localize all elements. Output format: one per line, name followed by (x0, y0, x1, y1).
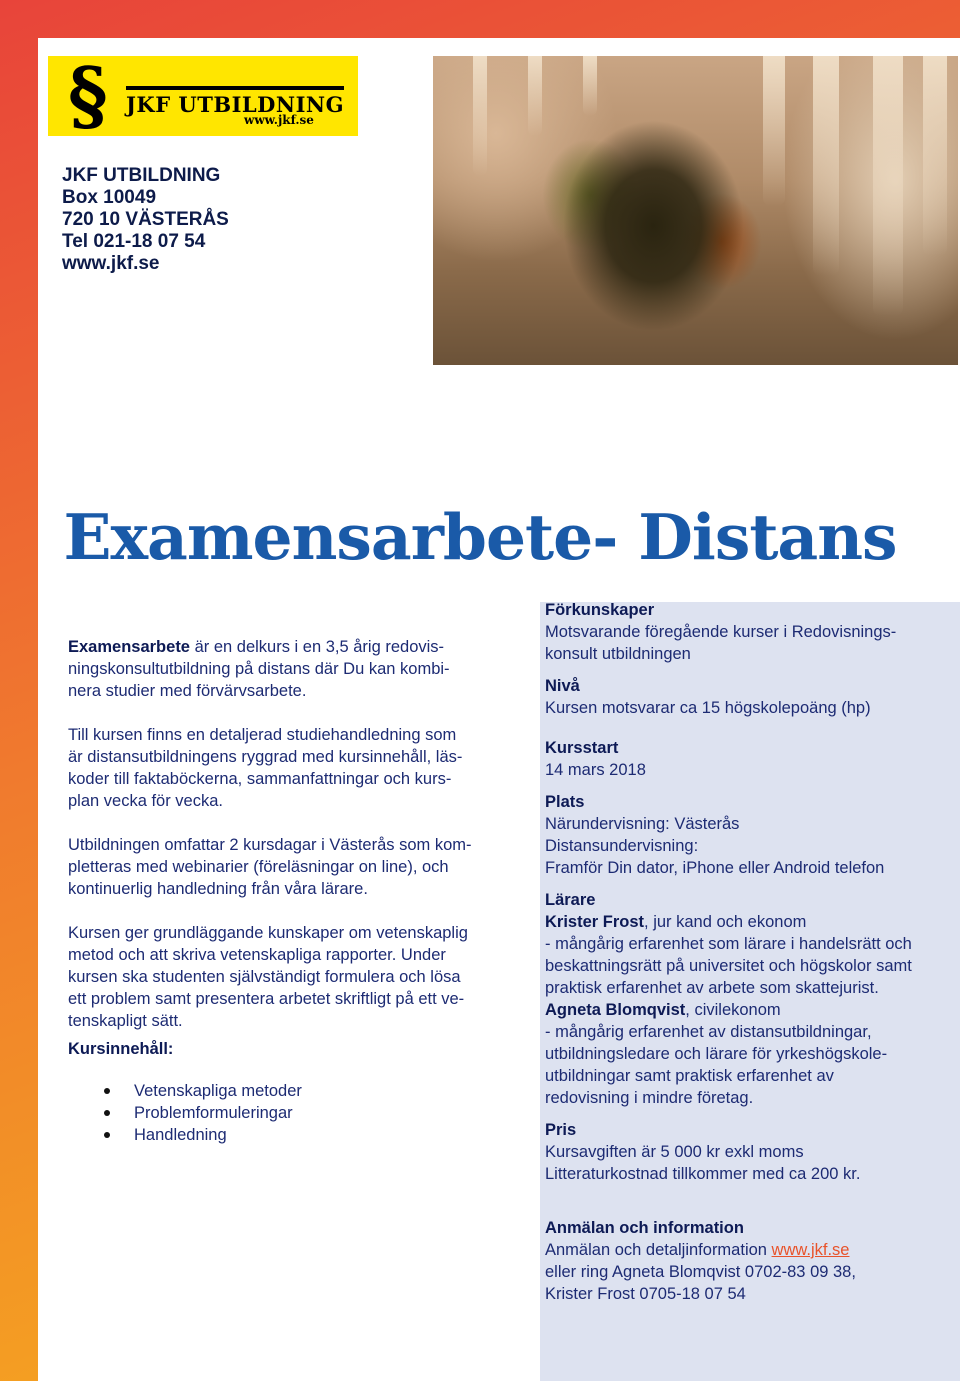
list-item: Handledning (104, 1124, 518, 1146)
start-heading: Kursstart (545, 739, 619, 757)
teacher-1 (545, 911, 955, 933)
jkf-logo (48, 56, 358, 136)
spacer (545, 719, 955, 737)
course-content-heading: Kursinnehåll: (68, 1040, 174, 1058)
logo-brand: JKF UTBILDNING (126, 86, 344, 117)
text-line: koder till faktaböckerna, sammanfattningar och kurs- (68, 770, 452, 788)
signup-line: Krister Frost 0705-18 07 54 (545, 1285, 746, 1303)
cave-photo (433, 56, 958, 365)
teacher-2 (545, 999, 955, 1021)
address-web: www.jkf.se (62, 253, 160, 274)
spacer (545, 1109, 955, 1119)
text-line: Kursen ger grundläggande kunskaper om vetenskaplig (68, 924, 468, 942)
website-link[interactable]: www.jkf.se (771, 1241, 850, 1259)
place-line: Närundervisning: Västerås (545, 815, 740, 833)
signup-line: eller ring Agneta Blomqvist 0702-83 09 38, (545, 1263, 856, 1281)
teacher-2-title: , civilekonom (685, 1001, 781, 1019)
text-line: pletteras med webinarier (föreläsningar on line), och (68, 858, 449, 876)
teacher-1-line: praktisk erfarenhet av arbete som skattejurist. (545, 979, 879, 997)
course-content-list (104, 1080, 518, 1146)
price-line: Kursavgiften är 5 000 kr exkl moms (545, 1143, 804, 1161)
spacer (545, 781, 955, 791)
spacer (545, 1185, 955, 1217)
stalactite (923, 56, 947, 256)
level-heading: Nivå (545, 677, 580, 695)
price-line: Litteraturkostnad tillkommer med ca 200 kr. (545, 1165, 861, 1183)
intro-line: är en delkurs i en 3,5 årig redovis- (190, 638, 445, 656)
teachers-heading: Lärare (545, 891, 596, 909)
teacher-1-name: Krister Frost (545, 913, 645, 931)
text-line: kontinuerlig handledning från våra lärare. (68, 880, 368, 898)
text-line: plan vecka för vecka. (68, 792, 223, 810)
teacher-2-line: - mångårig erfarenhet av distansutbildningar, (545, 1023, 872, 1041)
stalactite (813, 56, 839, 276)
study-guide-paragraph (68, 724, 518, 812)
address-box: Box 10049 (62, 187, 157, 208)
intro-line: nera studier med förvärvsarbete. (68, 682, 307, 700)
teacher-1-line: beskattningsrätt på universitet och högskolor samt (545, 957, 912, 975)
list-item: Vetenskapliga metoder (104, 1080, 518, 1102)
intro-line: ningskonsultutbildning på distans där Du kan kombi- (68, 660, 450, 678)
address-name: JKF UTBILDNING (62, 165, 221, 186)
spacer (545, 879, 955, 889)
signup-prefix: Anmälan och detaljinformation (545, 1241, 772, 1259)
stalactite (528, 56, 542, 136)
teacher-1-line: - mångårig erfarenhet som lärare i handelsrätt och (545, 935, 912, 953)
course-goal-paragraph (68, 922, 518, 1032)
stalactite (873, 56, 903, 316)
intro-lead: Examensarbete (68, 638, 190, 656)
address-block (62, 165, 229, 275)
text-line: Utbildningen omfattar 2 kursdagar i Västerås som kom- (68, 836, 472, 854)
teacher-2-name: Agneta Blomqvist (545, 1001, 686, 1019)
paragraph-symbol: § (68, 56, 108, 136)
spacer (545, 665, 955, 675)
intro-paragraph (68, 636, 518, 702)
text-line: kursen ska studenten självständigt formulera och lösa (68, 968, 461, 986)
course-days-paragraph (68, 834, 518, 900)
teacher-2-line: utbildningar samt praktisk erfarenhet av (545, 1067, 834, 1085)
course-description (68, 636, 518, 1146)
text-line: metod och att skriva vetenskapliga rapporter. Under (68, 946, 446, 964)
signup-line-1 (545, 1239, 955, 1261)
prereq-heading: Förkunskaper (545, 601, 655, 619)
logo-url: www.jkf.se (244, 113, 314, 127)
course-facts (545, 599, 955, 1305)
text-line: tenskapligt sätt. (68, 1012, 183, 1030)
page-title: Examensarbete- Distans (63, 500, 897, 574)
teacher-2-line: redovisning i mindre företag. (545, 1089, 754, 1107)
text-line: är distansutbildningens ryggrad med kursinnehåll, läs- (68, 748, 463, 766)
place-line: Framför Din dator, iPhone eller Android telefon (545, 859, 885, 877)
list-item: Problemformuleringar (104, 1102, 518, 1124)
stalactite (763, 56, 785, 206)
text-line: ett problem samt presentera arbetet skriftligt på ett ve- (68, 990, 465, 1008)
teacher-1-title: , jur kand och ekonom (644, 913, 807, 931)
price-heading: Pris (545, 1121, 577, 1139)
place-line: Distansundervisning: (545, 837, 699, 855)
place-heading: Plats (545, 793, 585, 811)
signup-heading: Anmälan och information (545, 1219, 744, 1237)
teacher-2-line: utbildningsledare och lärare för yrkeshögskole- (545, 1045, 888, 1063)
text-line: Till kursen finns en detaljerad studiehandledning som (68, 726, 457, 744)
stalactite (583, 56, 597, 116)
level-text: Kursen motsvarar ca 15 högskolepoäng (hp) (545, 699, 871, 717)
address-phone: Tel 021-18 07 54 (62, 231, 206, 252)
start-text: 14 mars 2018 (545, 761, 646, 779)
address-city: 720 10 VÄSTERÅS (62, 209, 229, 230)
prereq-line: konsult utbildningen (545, 645, 691, 663)
prereq-line: Motsvarande föregående kurser i Redovisnings- (545, 623, 897, 641)
stalactite (473, 56, 487, 176)
